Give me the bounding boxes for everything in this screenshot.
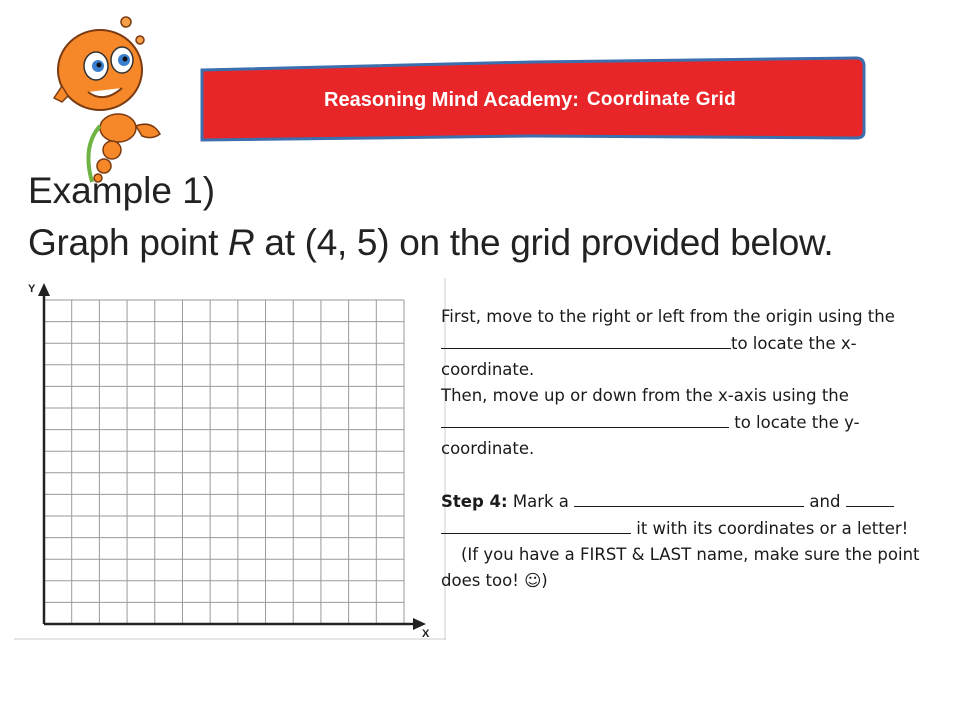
blank-mark[interactable] (574, 488, 804, 507)
banner-title (200, 80, 860, 120)
point-name: R (228, 222, 255, 263)
instruction-step4: Step 4: Mark a and it with its coordinates or a letter! (If you have a FIRST & LAST name, make sure the point does too! ☺) (441, 488, 941, 594)
example-heading (28, 165, 833, 269)
y-axis-label: Y (28, 283, 36, 295)
mascot-character-icon (40, 8, 190, 183)
blank-y-axis[interactable] (441, 409, 729, 428)
blank-x-axis[interactable] (441, 330, 731, 349)
blank-label-part1[interactable] (846, 488, 894, 507)
step-label: Step 4: (441, 492, 508, 511)
coordinate-grid[interactable] (14, 278, 446, 640)
instruction-x: First, move to the right or left from the origin using the to locate the x-coordinate. (441, 307, 895, 379)
x-axis-label: X (422, 628, 430, 640)
instructions-text (441, 304, 941, 594)
banner-title-part1: Reasoning Mind Academy: (324, 88, 579, 111)
instruction-y: Then, move up or down from the x-axis using the to locate the y-coordinate. (441, 386, 860, 458)
example-task (28, 217, 833, 269)
example-number: Example 1) (28, 170, 216, 211)
banner-title-part2: Coordinate Grid (586, 89, 736, 110)
task-prefix: Graph point (28, 222, 229, 263)
task-suffix: at (4, 5) on the grid provided below. (254, 222, 834, 263)
blank-label-part2[interactable] (441, 515, 631, 534)
